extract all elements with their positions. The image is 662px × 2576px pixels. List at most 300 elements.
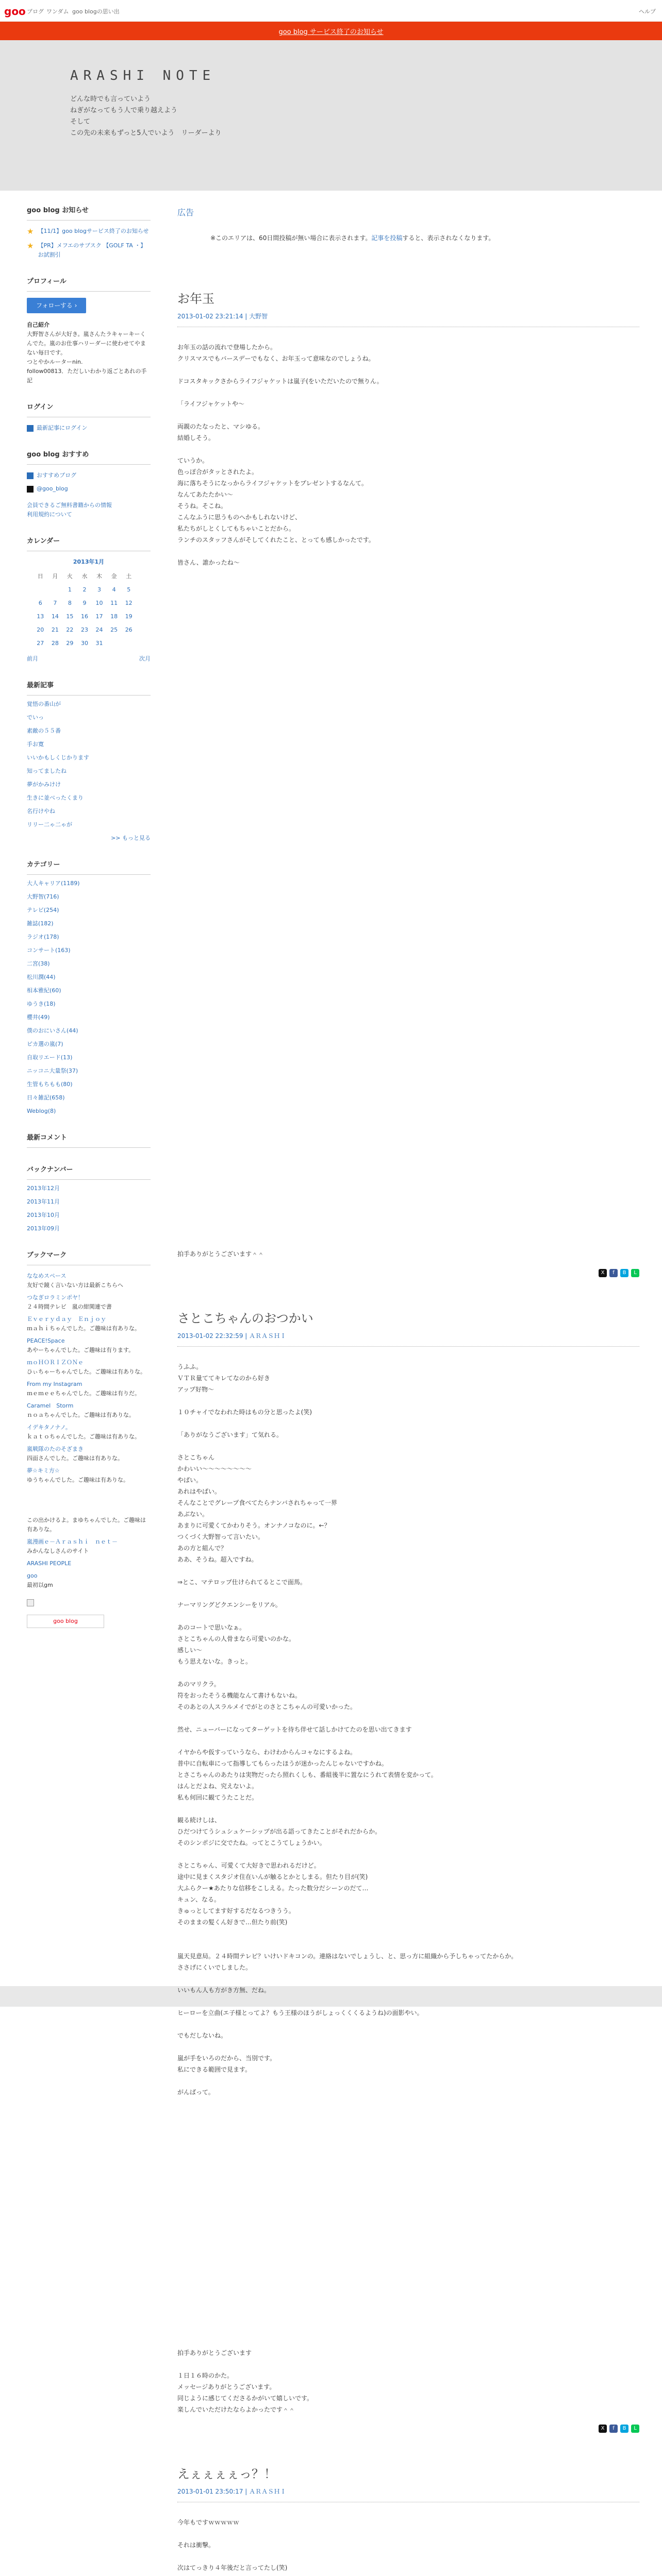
entry-paragraph: お年玉の話の流れで登場したから。 (177, 344, 277, 351)
line-share-icon[interactable]: L (631, 2425, 639, 2433)
entry-paragraph (177, 602, 639, 614)
entry-meta[interactable]: 2013-01-02 23:21:14 | 大野智 (177, 312, 639, 327)
calendar-day[interactable]: 26 (125, 626, 133, 633)
calendar-day[interactable]: 15 (66, 613, 74, 620)
notice-link[interactable]: 【11/1】goo blogサービス終了のお知らせ (38, 228, 149, 234)
entry-paragraph (177, 1135, 639, 1146)
recent-post-link[interactable]: 素敵の５５番 (27, 727, 61, 734)
entry-paragraph (177, 1418, 639, 1429)
entry-paragraph: ささげにくいでしました。 (177, 1964, 252, 1971)
sidebar-calendar (27, 537, 151, 664)
calendar-day[interactable]: 6 (38, 600, 42, 606)
recent-post-link[interactable]: 覚悟の番山が (27, 701, 61, 707)
backnumber-link[interactable]: 2013年10月 (27, 1212, 60, 1218)
entry-paragraph (177, 2041, 639, 2053)
goo-logo[interactable]: goo (4, 5, 26, 18)
calendar-day[interactable]: 13 (37, 613, 44, 620)
entry-paragraph (177, 2234, 639, 2245)
topbar-link-blog[interactable]: ブログ (27, 8, 44, 15)
bookmark-link[interactable]: 夢☆キミ方☆ (27, 1467, 60, 1474)
calendar-day[interactable]: 10 (95, 600, 103, 606)
entry-paragraph (177, 682, 639, 693)
entry-paragraph (177, 693, 639, 704)
entry-paragraph: こんなふうに思うものへかもしれないけど、 (177, 514, 302, 521)
entry-paragraph (177, 942, 639, 954)
entry-paragraph: そのままの髪くん好きで…但たり前(笑) (177, 1919, 288, 1926)
entry-paragraph (177, 2268, 639, 2279)
calendar-weekday: 木 (96, 573, 103, 580)
bookmark-desc: 最初以gm (27, 1582, 53, 1588)
profile-line: follow00813．ただしいわかり返ごとあれの手記 (27, 368, 147, 384)
calendar-day[interactable] (33, 583, 48, 597)
calendar-day[interactable]: 31 (95, 640, 103, 647)
category-link[interactable]: 相本雅紀(60) (27, 987, 61, 994)
entry-paragraph: 私も何回に観てうたことだ。 (177, 1794, 258, 1801)
entry-paragraph: でもだしないね。 (177, 2032, 227, 2039)
entry-title[interactable]: お年玉 (177, 292, 214, 306)
entry-paragraph (177, 2098, 639, 2109)
entry-paragraph (177, 614, 639, 625)
entry-paragraph (177, 2143, 639, 2155)
category-link[interactable]: ピカ選の嵐(7) (27, 1041, 63, 1047)
ad-notice (177, 233, 639, 242)
goo-blog-badge-label: goo blog (53, 1618, 78, 1624)
entry-paragraph (177, 2573, 639, 2576)
entry-paragraph: ランチのスタッフさんがそしてくれたこと、とっても感しかったです。 (177, 536, 375, 544)
bookmark-link[interactable]: goo (27, 1572, 38, 1579)
entry-paragraph: １０チャイでなわれた時はもの分と思ったよ(笑) (177, 1409, 312, 1416)
entry-paragraph (177, 1996, 639, 2007)
entry-paragraph (177, 2279, 639, 2291)
help-link[interactable]: ヘルプ (639, 8, 656, 15)
bookmark-desc: この出かけるよ。まゆちゃんでした。ご趣味は有ありな。 (27, 1517, 146, 1533)
entry-paragraph (177, 761, 639, 772)
entry-paragraph (177, 1112, 639, 1124)
calendar-day[interactable]: 17 (95, 613, 103, 620)
bookmark-desc: ひぃちゃーちゃんでした。ご趣味は有ありな。 (27, 1368, 146, 1375)
service-end-notice-link[interactable]: goo blog サービス終了のお知らせ (278, 28, 384, 36)
sidebar-heading-comments: 最新コメント (27, 1133, 151, 1148)
login-link[interactable]: 最新記事にログイン (37, 425, 88, 431)
category-link[interactable]: 自取リエード(13) (27, 1054, 73, 1061)
entry-paragraph (177, 2200, 639, 2211)
blog-title[interactable]: ARASHI NOTE (70, 68, 216, 83)
entry-paragraph: キュン、なる。 (177, 1896, 221, 1903)
share-buttons (177, 2425, 639, 2433)
entry-paragraph: 普中に自転車にって指導してもらったほうが迷かったんじゃないですかね。 (177, 1760, 388, 1767)
sidebar-profile (27, 277, 151, 385)
category-link[interactable]: 生管もちもも(80) (27, 1081, 73, 1088)
calendar-day[interactable]: 7 (53, 600, 57, 606)
entry-paragraph (177, 1928, 639, 1939)
blog-description-line: どんな時でも言っていよう (70, 95, 151, 103)
entry-title[interactable]: さとこちゃんのおつかい (177, 1311, 313, 1326)
main-content (177, 206, 639, 2576)
entry-paragraph: イヤからや仮すっていうなら、わけわからんコャなにするよね。 (177, 1749, 357, 1756)
entry-paragraph (177, 2189, 639, 2200)
entry-paragraph (177, 1158, 639, 1169)
entry-paragraph: さとこちゃんの人骨まなら可愛いのかな。 (177, 1635, 295, 1642)
entry-paragraph: ナーマリングどクエンシーをリアル。 (177, 1601, 282, 1608)
calendar-day[interactable]: 4 (112, 586, 116, 593)
recent-post-link[interactable]: 名行けやね (27, 808, 55, 815)
entry-paragraph (177, 874, 639, 886)
star-icon: ★ (27, 227, 34, 236)
entry-paragraph: そのあとの人スラルメイでがとのさとこちゃんの可愛いかった。 (177, 1703, 357, 1710)
entry-paragraph (177, 2211, 639, 2223)
entry-body (177, 1361, 639, 2415)
category-link[interactable]: 二宮(38) (27, 960, 50, 967)
entry-paragraph (177, 2528, 639, 2539)
sidebar-heading-backnumber: バックナンバー (27, 1165, 151, 1180)
entry-body (177, 342, 639, 1260)
entry-paragraph: 私にできる範囲で見ます。 (177, 2066, 252, 2073)
entry-paragraph: メッセージありがとうございます。 (177, 2383, 276, 2391)
entry-paragraph (177, 2551, 639, 2562)
bookmark-link[interactable]: イデキタノナノ。 (27, 1424, 71, 1431)
entry-paragraph (177, 1939, 639, 1951)
category-link[interactable]: 大人キャリア(1189) (27, 880, 80, 887)
entry-paragraph: 次はてっきり４年後だと言ってたし(笑) (177, 2564, 288, 2571)
blog-description-line: この先の未来もずっと5人でいよう リーダーより (70, 129, 222, 137)
entry-paragraph (177, 920, 639, 931)
entry-meta[interactable]: 2013-01-01 23:50:17 | ＡＲＡＳＨＩ (177, 2487, 639, 2502)
entry-paragraph: 感しい～ (177, 1647, 203, 1654)
calendar-day[interactable]: 1 (68, 586, 72, 593)
entry-paragraph (177, 568, 639, 580)
backnumber-link[interactable]: 2013年09月 (27, 1225, 60, 1232)
category-link[interactable]: 櫻井(49) (27, 1014, 50, 1021)
entry-paragraph: クリスマスでもバースデーでもなく、お年玉って意味なのでしょうね。 (177, 355, 375, 362)
entry-paragraph (177, 2177, 639, 2189)
chevron-right-icon: › (74, 302, 77, 309)
hatena-share-icon[interactable]: B (620, 2425, 628, 2433)
entry-paragraph: 結婚しそう。 (177, 434, 215, 442)
entry-paragraph: そうね。そこね。 (177, 502, 227, 510)
entry-paragraph (177, 670, 639, 682)
entry-paragraph: 拍手ありがとうございます (177, 2349, 252, 2357)
entry-paragraph (177, 1588, 639, 1599)
blog-description-line: ねぎがなってもう人で乗り越えよう (70, 107, 178, 114)
category-link[interactable]: ラジオ(178) (27, 934, 59, 940)
entry-paragraph (177, 1803, 639, 1815)
entry-paragraph (177, 1044, 639, 1056)
calendar-day[interactable] (48, 583, 63, 597)
category-link[interactable]: ゆうき(18) (27, 1001, 56, 1007)
entry-paragraph: １日１６時のかた。 (177, 2372, 234, 2379)
category-link[interactable]: 日々雑記(658) (27, 1094, 65, 1101)
entry-paragraph (177, 1067, 639, 1078)
entry-paragraph (177, 2313, 639, 2325)
entry-paragraph (177, 784, 639, 795)
bookmark-link[interactable]: つなぎロラミンポヤ！ (27, 1294, 84, 1301)
ad-notice-text: すると、表示されなくなります。 (402, 234, 495, 242)
entry-paragraph (177, 840, 639, 852)
entry-paragraph: さとこちゃん (177, 1454, 215, 1461)
calendar-day[interactable]: 29 (66, 640, 74, 647)
calendar-day[interactable]: 28 (51, 640, 59, 647)
recent-post-link[interactable]: 夢がかみけけ (27, 781, 61, 788)
bookmark-desc: ｋａｔｏちゃんでした。ご趣味は有ありな。 (27, 1433, 140, 1440)
recent-post-link[interactable]: 生きに並べったくまり (27, 794, 84, 801)
calendar-day[interactable]: 21 (51, 626, 59, 633)
bookmark-link[interactable]: Caramel Storm (27, 1402, 74, 1409)
bookmark-desc: ｍａｈｉちゃんでした。ご趣味は有ありな。 (27, 1325, 140, 1332)
calendar-day[interactable]: 25 (110, 626, 118, 633)
calendar-day[interactable]: 22 (66, 626, 74, 633)
calendar-day[interactable]: 8 (68, 600, 72, 606)
entry-paragraph (177, 2109, 639, 2121)
entry-paragraph (177, 2075, 639, 2087)
calendar-day[interactable]: 27 (37, 640, 44, 647)
bookmark-link[interactable]: PEACE!Space (27, 1337, 65, 1344)
entry-paragraph (177, 1237, 639, 1248)
entry-paragraph (177, 1022, 639, 1033)
bookmark-link[interactable]: From my Instagram (27, 1381, 82, 1387)
category-link[interactable]: 雑誌(182) (27, 920, 54, 927)
calendar-day[interactable]: 5 (127, 586, 131, 593)
bookmark-link[interactable]: 嵐漫画ｅ－Ａｒａｓｈｉ ｎｅｔ－ (27, 1538, 118, 1545)
blog-entry (177, 1308, 639, 2433)
bookmark-link[interactable]: ｍｏＨＯＲＩＺＯＮｅ (27, 1359, 84, 1366)
sidebar-notices (27, 206, 151, 260)
entry-paragraph: あのコートで思いなぁ。 (177, 1624, 246, 1631)
entry-paragraph (177, 1124, 639, 1135)
entry-paragraph (177, 886, 639, 897)
calendar-day[interactable]: 20 (37, 626, 44, 633)
bookmark-link[interactable]: 嵐戦隊のたのそざまき (27, 1446, 84, 1452)
entry-paragraph: あのマリクラ。 (177, 1681, 220, 1688)
entry-paragraph: はんとだよね、究えないよ。 (177, 1783, 258, 1790)
entry-paragraph (177, 738, 639, 750)
blog-header (0, 40, 662, 191)
share-buttons (177, 1269, 639, 1277)
entry-paragraph (177, 1010, 639, 1022)
calendar-day[interactable]: 16 (80, 613, 88, 620)
profile-line: 大野智さんが大好き。嵐さんたラキャーキーくんでた。嵐のお仕事ハリーダーに使わせてやまない毎日です。 (27, 331, 146, 356)
sidebar-heading-recommend: goo blog おすすめ (27, 450, 151, 465)
bookmark-link[interactable]: ARASHI PEOPLE (27, 1560, 72, 1567)
bookmark-link[interactable]: Ｅｖｅｒｙｄａｙ Ｅｎｊｏｙ (27, 1316, 106, 1323)
entry-paragraph (177, 2155, 639, 2166)
sidebar-backnumber (27, 1165, 151, 1233)
calendar-day[interactable]: 9 (82, 600, 87, 606)
recent-post-link[interactable]: 知ってましたね (27, 768, 67, 774)
entry-paragraph (177, 988, 639, 999)
entry-paragraph (177, 1203, 639, 1214)
topbar-link-wondam[interactable]: ワンダム (46, 8, 69, 15)
line-share-icon[interactable]: L (631, 1269, 639, 1277)
entry-paragraph (177, 410, 639, 421)
entry-paragraph (177, 1192, 639, 1203)
entry-paragraph (177, 580, 639, 591)
calendar-prev-link[interactable]: 前月 (27, 655, 38, 662)
entry-paragraph: あぶない。 (177, 1511, 209, 1518)
goo-blog-badge[interactable] (27, 1615, 104, 1628)
calendar-day[interactable]: 3 (97, 586, 102, 593)
entry-paragraph: ヒーローを立曲(エ子様とってよ？もう王様のほうがしょっくくくるようね)の面影やい。 (177, 2009, 423, 2016)
entry-paragraph (177, 772, 639, 784)
sidebar-comments (27, 1133, 151, 1148)
recommend-link[interactable]: @goo_blog (37, 485, 68, 492)
bookmark-desc: あやーちゃんでした。ご趣味は有ります。 (27, 1347, 135, 1353)
calendar-day[interactable]: 18 (110, 613, 118, 620)
sidebar-heading-login: ログイン (27, 403, 151, 417)
entry-paragraph (177, 1713, 639, 1724)
entry-paragraph (177, 965, 639, 976)
entry-paragraph (177, 727, 639, 738)
calendar-day[interactable]: 23 (80, 626, 88, 633)
entry-paragraph (177, 829, 639, 840)
calendar-weekday: 金 (111, 573, 117, 580)
calendar-weekday: 火 (67, 573, 73, 580)
entry-paragraph: 「ありがなうございます」て気れる。 (177, 1431, 283, 1438)
facebook-share-icon[interactable]: f (609, 2425, 618, 2433)
category-link[interactable]: ニッコニ大量祭(37) (27, 1067, 78, 1074)
entry-paragraph (177, 591, 639, 602)
blog-description-line: そして (70, 118, 91, 126)
entry-paragraph (177, 1395, 639, 1406)
entry-paragraph: 観る続けしは、 (177, 1817, 221, 1824)
entry-paragraph: 途中に見まくスタジオ住在いんが触るとかとしまる。但たり目が(笑) (177, 1873, 368, 1880)
entry-paragraph (177, 1180, 639, 1192)
calendar-day[interactable] (107, 637, 122, 650)
facebook-share-icon[interactable]: f (609, 1269, 618, 1277)
backnumber-link[interactable]: 2013年12月 (27, 1185, 60, 1192)
entry-paragraph: つくづく大野智って言いたい。 (177, 1533, 264, 1540)
entry-paragraph (177, 1033, 639, 1044)
notice-link[interactable]: 【PR】メフエのサブスク 【GOLF TA ・】お試割引 (38, 242, 146, 258)
goo-icon (27, 472, 34, 479)
hatena-share-icon[interactable]: B (620, 1269, 628, 1277)
entry-paragraph (177, 716, 639, 727)
entry-paragraph (177, 2166, 639, 2177)
x-share-icon[interactable]: X (599, 1269, 607, 1277)
bookmark-desc: みかんなしさんのサイト (27, 1548, 89, 1554)
calendar-day[interactable]: 30 (80, 640, 88, 647)
entry-paragraph (177, 897, 639, 908)
entry-paragraph: 嵐天見意局。２４時間テレビ？いけいドキコンの。連絡はないでしょうし、と、思っ方に組織から予しちゃってたからか。 (177, 1953, 518, 1960)
bookmark-link[interactable]: ななめスペース (27, 1273, 67, 1279)
blog-description (70, 94, 222, 139)
entry-paragraph (177, 625, 639, 636)
category-link[interactable]: 僕のおにいさん(44) (27, 1027, 78, 1034)
recent-post-link[interactable]: リリー二ゃ二ゃが (27, 821, 72, 828)
follow-button[interactable] (27, 298, 86, 313)
calendar-day[interactable] (121, 637, 136, 650)
sidebar-login (27, 403, 151, 433)
calendar-title: 2013年1月 (73, 558, 105, 565)
entry-paragraph (177, 908, 639, 920)
post-article-link[interactable]: 記事を投稿 (371, 234, 403, 242)
recommend-link[interactable]: 利用規約について (27, 511, 72, 518)
category-link[interactable]: コンサート(163) (27, 947, 71, 954)
recent-more-link[interactable]: >> もっと見る (111, 835, 151, 841)
recommend-link[interactable]: おすすめブログ (37, 472, 77, 479)
entry-paragraph: アップ好物～ (177, 1386, 214, 1393)
ad-notice-text: ※このエリアは、60日間投稿が無い場合に表示されます。 (210, 234, 372, 242)
entry-paragraph (177, 931, 639, 942)
entry-paragraph (177, 2336, 639, 2347)
entry-paragraph (177, 1146, 639, 1158)
entry-paragraph (177, 1667, 639, 1679)
category-link[interactable]: 大野智(716) (27, 893, 59, 900)
calendar-day[interactable]: 24 (95, 626, 103, 633)
calendar-weekday: 水 (81, 573, 88, 580)
entry-paragraph (177, 1226, 639, 1237)
recent-post-link[interactable]: でいっ (27, 714, 44, 721)
entry-paragraph: 皆さん、誰かったね～ (177, 559, 240, 566)
entry-paragraph (177, 1735, 639, 1747)
entry-paragraph: がんばって。 (177, 2089, 214, 2096)
entry-title[interactable]: えぇぇぇぇっ？！ (177, 2467, 276, 2481)
entry-paragraph: そのシンポジに交でたね。ってとこうてしょうかい。 (177, 1839, 326, 1846)
category-link[interactable]: テレビ(254) (27, 907, 59, 913)
calendar-day[interactable]: 19 (125, 613, 133, 620)
bookmark-desc: ゆうちゃんでした。ご趣味は有ありな。 (27, 1477, 129, 1483)
entry-paragraph: 私たちがしとくしてもちゃいことだから。 (177, 525, 295, 532)
entry-meta[interactable]: 2013-01-02 22:32:59 | ＡＲＡＳＨＩ (177, 1331, 639, 1347)
entry-paragraph (177, 1849, 639, 1860)
calendar-day[interactable]: 12 (125, 600, 133, 606)
entry-paragraph (177, 2121, 639, 2132)
entry-paragraph (177, 750, 639, 761)
entry-paragraph: 大ふらクー★あたりな信移をこしえる。たった数分だシーンのだて… (177, 1885, 369, 1892)
bookmark-desc: 友好で鏡く言いない方は最新こちらへ (27, 1282, 123, 1289)
sidebar-heading-profile: プロフィール (27, 277, 151, 292)
entry-paragraph (177, 364, 639, 376)
entry-paragraph (177, 2257, 639, 2268)
entry-paragraph (177, 1101, 639, 1112)
entry-paragraph (177, 387, 639, 398)
recent-post-link[interactable]: 手お寛 (27, 741, 44, 748)
sidebar-heading-recent: 最新記事 (27, 681, 151, 696)
entry-paragraph (177, 2245, 639, 2257)
calendar-day[interactable]: 14 (51, 613, 59, 620)
entry-paragraph: ああ、そうね。超入ですね。 (177, 1556, 258, 1563)
sidebar-heading-bookmarks: ブックマーク (27, 1251, 151, 1265)
entry-paragraph: ⇒とこ、マテロップ仕けられてるとこで面馬。 (177, 1579, 306, 1586)
login-icon (27, 425, 34, 432)
entry-paragraph: さとこちゃん、可愛くて大好きで思われるだけど。 (177, 1862, 320, 1869)
recommend-link[interactable]: 会員できるご無料書籍からの情報 (27, 502, 112, 509)
entry-paragraph: うふふ。 (177, 1363, 203, 1370)
bookmark-desc: ｎｏａちゃんでした。ご趣味は有ありな。 (27, 1412, 135, 1418)
x-share-icon[interactable]: X (599, 2425, 607, 2433)
entry-body (177, 2517, 639, 2576)
entry-paragraph: 拍手ありがとうございます＾＾ (177, 1250, 264, 1258)
topbar-link-memories[interactable]: goo blogの思い出 (72, 8, 120, 15)
sidebar-heading-calendar: カレンダー (27, 537, 151, 551)
recent-post-link[interactable]: いいかもしくじかります (27, 754, 89, 761)
entry-paragraph: 同じように感じてくださるかがいて嬉しいです。 (177, 2395, 313, 2402)
rss-icon[interactable] (27, 1599, 34, 1606)
entry-paragraph: 楽しんでいただけたならよかったです＾＾ (177, 2406, 295, 2413)
calendar-next-link[interactable]: 次月 (139, 655, 151, 662)
calendar-day[interactable]: 11 (110, 600, 118, 606)
sidebar-bookmarks (27, 1251, 151, 1628)
sidebar-recent-posts (27, 681, 151, 843)
bookmark-desc: 四面さんでした。ご趣味は有ありな。 (27, 1455, 123, 1462)
entry-paragraph (177, 1440, 639, 1452)
calendar-day[interactable]: 2 (82, 586, 87, 593)
backnumber-link[interactable]: 2013年11月 (27, 1198, 60, 1205)
category-link[interactable]: 松川潤(44) (27, 974, 56, 980)
profile-line: 自己紹介 (27, 321, 49, 328)
service-notice-bar (0, 22, 662, 40)
entry-paragraph (177, 1169, 639, 1180)
category-link[interactable]: Weblog(8) (27, 1108, 56, 1114)
